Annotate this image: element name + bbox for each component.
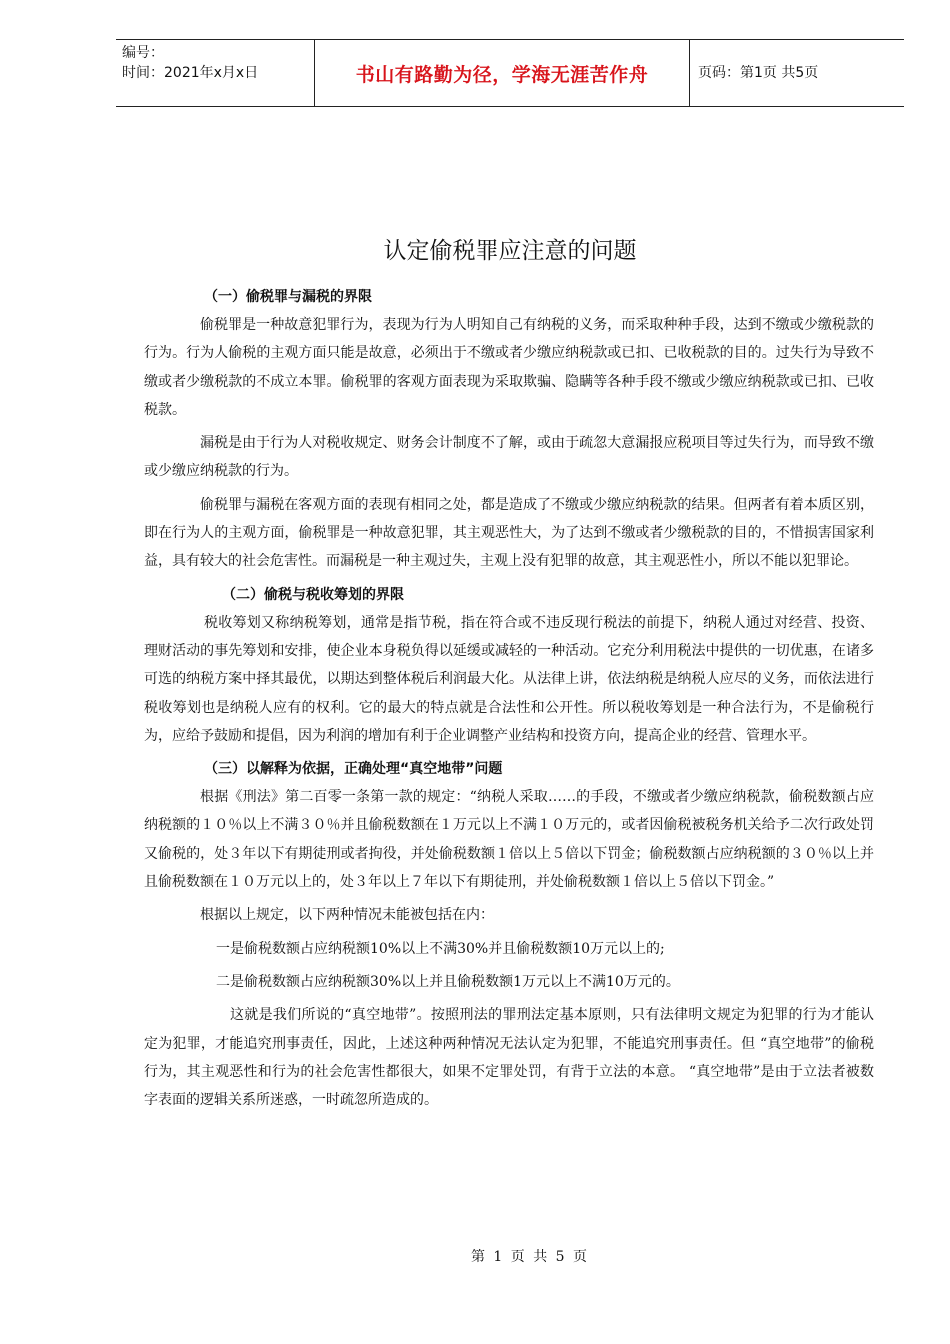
- section-heading-2: （二）偷税与税收筹划的界限: [222, 586, 404, 603]
- time-label: 时间：2021年x月x日: [122, 65, 259, 81]
- page-footer: 第 1 页 共 5 页: [470, 1249, 590, 1265]
- paragraph: 根据以上规定，以下两种情况未能被包括在内：: [200, 907, 494, 924]
- paragraph: 偷税罪是一种故意犯罪行为，表现为行为人明知自己有纳税的义务，而采取种种手段，达到不缴或少缴税款的行为。行为人偷税的主观方面只能是故意，必须出于不缴或者少缴应纳税款或已扣、已收税款的目的。过失行为导致不缴或者少缴税款的不成立本罪。偷税罪的客观方面表现为采取欺骗、隐瞒等各种手段不缴或少缴应纳税款或已扣、已收税款。: [144, 317, 874, 418]
- paragraph: 漏税是由于行为人对税收规定、财务会计制度不了解，或由于疏忽大意漏报应税项目等过失行为，而导致不缴或少缴应纳税款的行为。: [144, 435, 874, 480]
- paragraph: 根据《刑法》第二百零一条第一款的规定：“纳税人采取……的手段，不缴或者少缴应纳税款，偷税数额占应纳税额的１０％以上不满３０％并且偷税数额在１万元以上不满１０万元的，或者因偷税被税务机关给予二次行政处罚又偷税的，处３年以下有期徒刑或者拘役，并处偷税数额１倍以上５倍以下罚金；偷税数额占应纳税额的３０％以上并且偷税数额在１０万元以上的，处３年以上７年以下有期徒刑，并处偷税数额１倍以上５倍以下罚金。”: [144, 789, 874, 891]
- section-heading-1: （一）偷税罪与漏税的界限: [204, 289, 372, 305]
- list-item: 一是偷税数额占应纳税额10%以上不满30%并且偷税数额10万元以上的;: [216, 940, 665, 957]
- list-item: 二是偷税数额占应纳税额30%以上并且偷税数额1万元以上不满10万元的。: [216, 973, 680, 990]
- header-motto: 书山有路勤为径，学海无涯苦作舟: [355, 63, 649, 86]
- header-motto-cell: [315, 40, 690, 106]
- header-table: [116, 39, 904, 107]
- section-heading-3: （三）以解释为依据，正确处理“真空地带”问题: [204, 761, 503, 778]
- header-page-cell: [690, 40, 904, 106]
- document-title: 认定偷税罪应注意的问题: [383, 238, 637, 264]
- document-body: [144, 283, 874, 1119]
- header-meta: [116, 40, 315, 106]
- paragraph: 这就是我们所说的“真空地带”。按照刑法的罪刑法定基本原则，只有法律明文规定为犯罪的行为才能认定为犯罪，才能追究刑事责任，因此，上述这种两种情况无法认定为犯罪，不能追究刑事责任。但 “真空地带”的偷税行为，其主观恶性和行为的社会危害性都很大，如果不定罪处罚，有背于立法的本意。 “真空地带”是由于立法者被数字表面的逻辑关系所迷惑，一时疏忽所造成的。: [144, 1007, 874, 1109]
- number-label: 编号：: [122, 45, 164, 61]
- paragraph: 税收筹划又称纳税筹划，通常是指节税，指在符合或不违反现行税法的前提下，纳税人通过对经营、投资、理财活动的事先筹划和安排，使企业本身税负得以延缓或减轻的一种活动。它充分利用税法中提供的一切优惠，在诸多可选的纳税方案中择其最优，以期达到整体税后利润最大化。从法律上讲，依法纳税是纳税人应尽的义务，而依法进行税收筹划也是纳税人应有的权利。它的最大的特点就是合法性和公开性。所以税收筹划是一种合法行为，不是偷税行为，应给予鼓励和提倡，因为利润的增加有利于企业调整产业结构和投资方向，提高企业的经营、管理水平。: [144, 614, 874, 744]
- page-label: 页码：第1页 共5页: [698, 65, 819, 81]
- paragraph: 偷税罪与漏税在客观方面的表现有相同之处，都是造成了不缴或少缴应纳税款的结果。但两者有着本质区别，即在行为人的主观方面，偷税罪是一种故意犯罪，其主观恶性大，为了达到不缴或者少缴税款的目的，不惜损害国家利益，具有较大的社会危害性。而漏税是一种主观过失，主观上没有犯罪的故意，其主观恶性小，所以不能以犯罪论。: [144, 496, 874, 570]
